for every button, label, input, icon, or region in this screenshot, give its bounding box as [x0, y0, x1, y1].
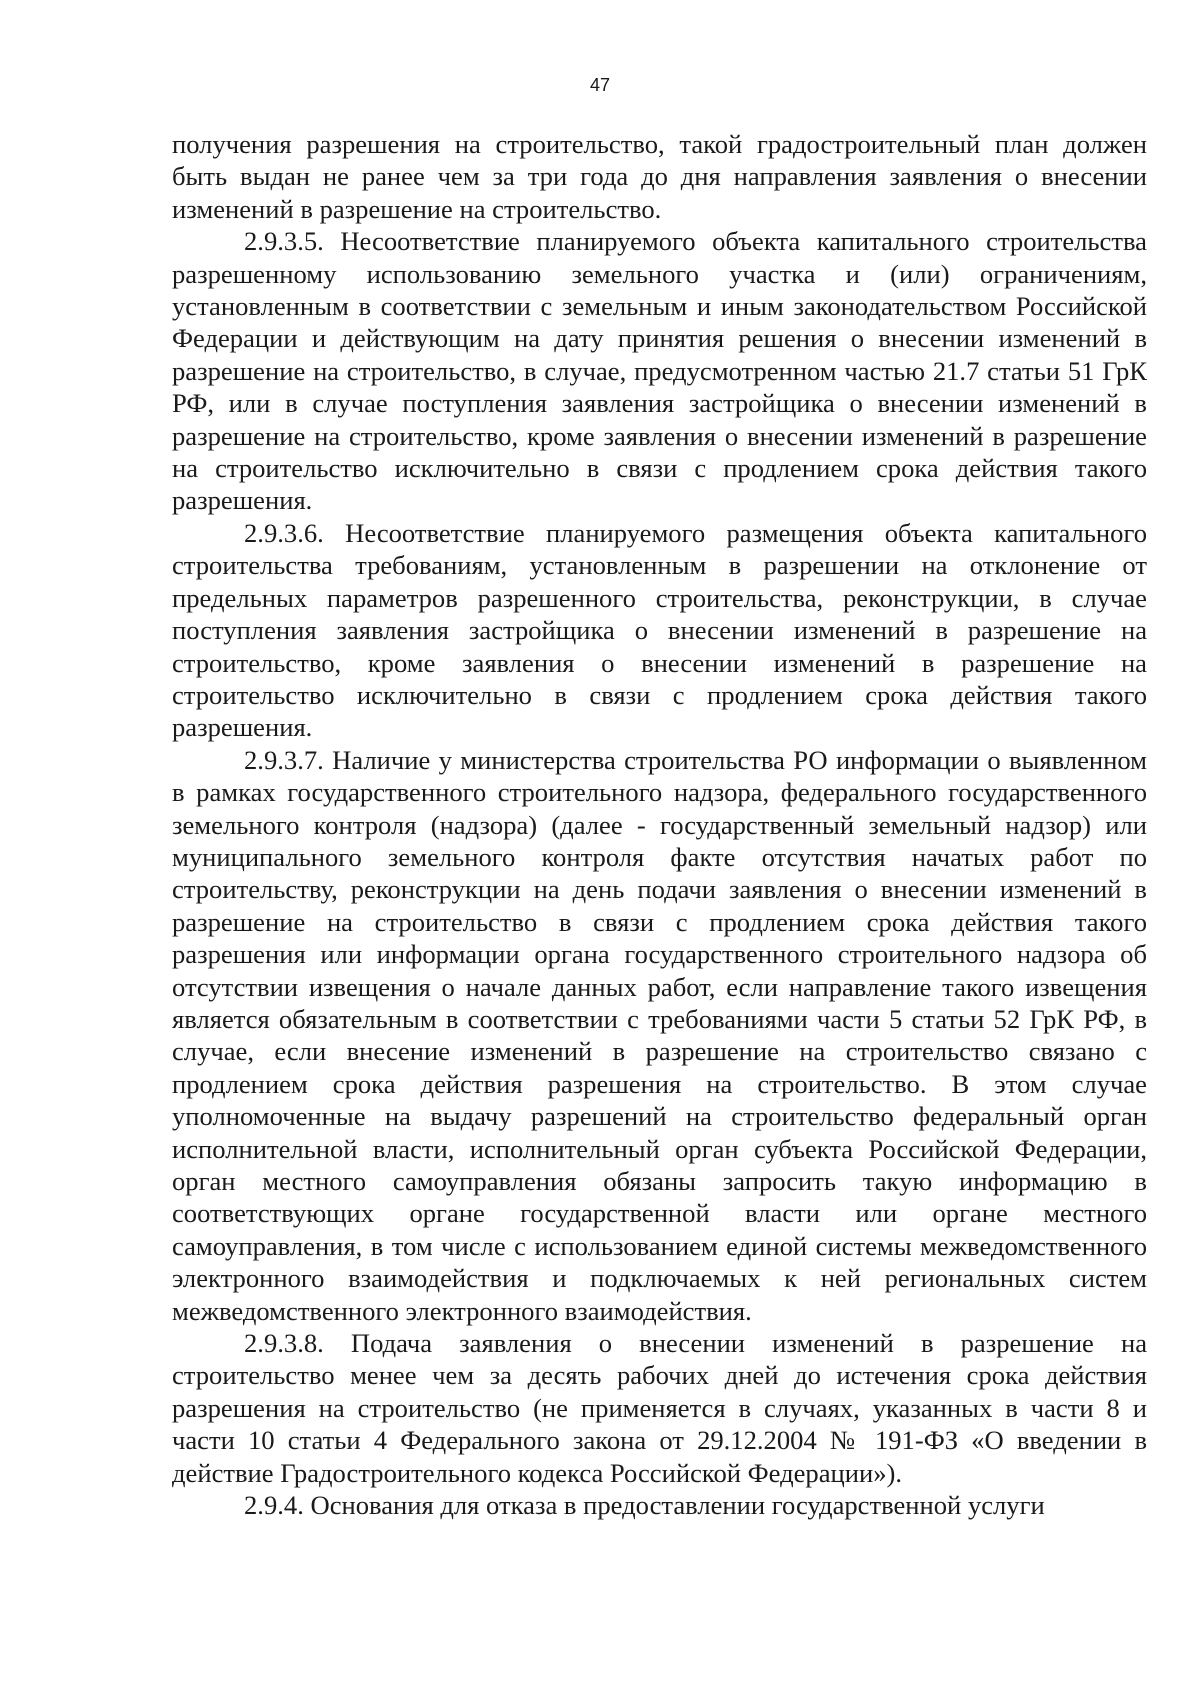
page-number: 47 [589, 75, 611, 95]
paragraph-2-9-4: 2.9.4. Основания для отказа в предоставлении государственной услуги [244, 1490, 1045, 1521]
paragraph-continuation: получения разрешения на строительство, такой градостроительный план должен быть выдан не ранее чем за три года до дня направления заявления о внесении изменений в разрешение на строительство. [172, 129, 1147, 224]
paragraph-2-9-3-6: 2.9.3.6. Несоответствие планируемого размещения объекта капитального строительства требованиям, установленным в разрешении на отклонение от предельных параметров разрешенного строительства, реконструкции, в случае поступления заявления застройщика о внесении изменений в разрешение на строительство, кроме заявления о внесении изменений в разрешение на строительство исключительно в связи с продлением срока действия такого разрешения. [172, 517, 1147, 743]
document-body [172, 128, 1147, 1521]
paragraph-2-9-3-8: 2.9.3.8. Подача заявления о внесении изменений в разрешение на строительство менее чем за десять рабочих дней до истечения срока действия разрешения на строительство (не применяется в случаях, указанных в части 8 и части 10 статьи 4 Федерального закона от 29.12.2004 № 191-ФЗ «О введении в действие Градостроительного кодекса Российской Федерации»). [172, 1328, 1147, 1488]
paragraph-2-9-3-7: 2.9.3.7. Наличие у министерства строительства РО информации о выявленном в рамках государственного строительного надзора, федерального государственного земельного контроля (надзора) (далее - государственный земельный надзор) или муниципального земельного контроля факте отсутствия начатых работ по строительству, реконструкции на день подачи заявления о внесении изменений в разрешение на строительство в связи с продлением срока действия такого разрешения или информации органа государственного строительного надзора об отсутствии извещения о начале данных работ, если направление такого извещения является обязательным в соответствии с требованиями части 5 статьи 52 ГрК РФ, в случае, если внесение изменений в разрешение на строительство связано с продлением срока действия разрешения на строительство. В этом случае уполномоченные на выдачу разрешений на строительство федеральный орган исполнительной власти, исполнительный орган субъекта Российской Федерации, орган местного самоуправления обязаны запросить такую информацию в соответствующих органе государственной власти или органе местного самоуправления, в том числе с использованием единой системы межведомственного электронного взаимодействия и подключаемых к ней региональных систем межведомственного электронного взаимодействия. [172, 744, 1147, 1326]
paragraph-2-9-3-5: 2.9.3.5. Несоответствие планируемого объекта капитального строительства разрешенному использованию земельного участка и (или) ограничениям, установленным в соответствии с земельным и иным законодательством Российской Федерации и действующим на дату принятия решения о внесении изменений в разрешение на строительство, в случае, предусмотренном частью 21.7 статьи 51 ГрК РФ, или в случае поступления заявления застройщика о внесении изменений в разрешение на строительство, кроме заявления о внесении изменений в разрешение на строительство исключительно в связи с продлением срока действия такого разрешения. [172, 226, 1147, 516]
